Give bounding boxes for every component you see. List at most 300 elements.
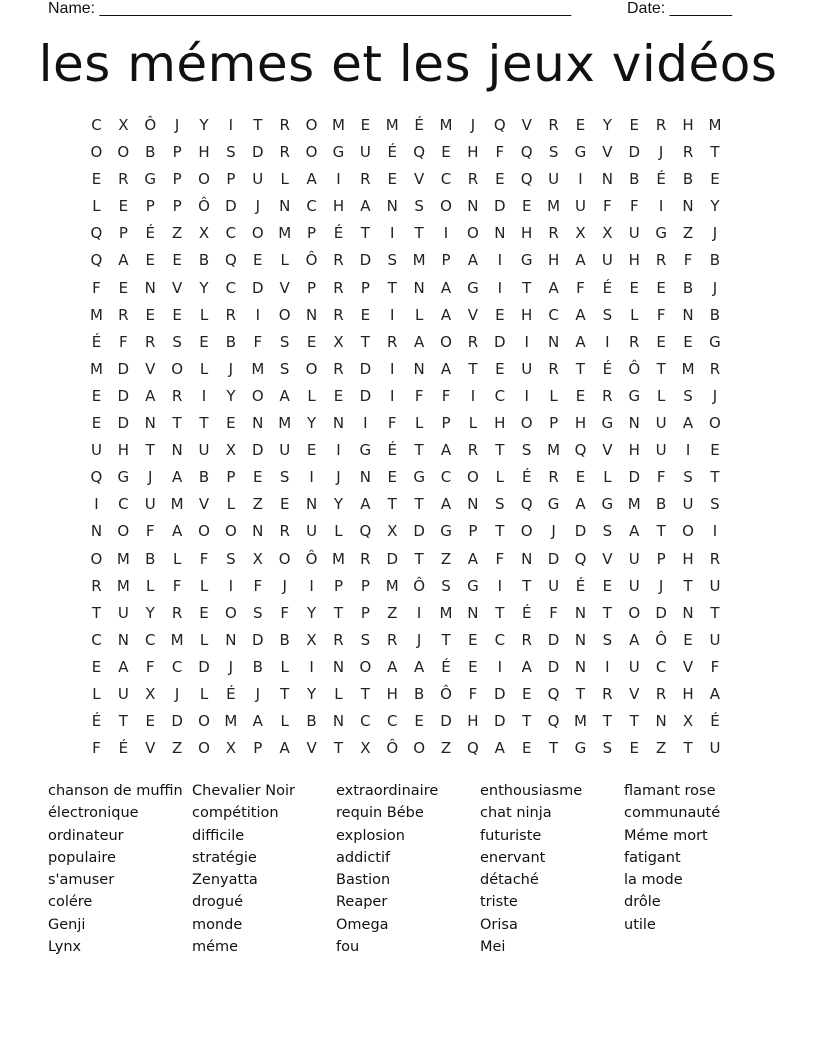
grid-cell: V — [467, 305, 479, 324]
word-list-item: ordinateur — [48, 827, 124, 844]
grid-cell: N — [359, 468, 371, 487]
grid-cell: P — [441, 414, 451, 433]
grid-row — [83, 220, 728, 247]
grid-cell: F — [253, 576, 263, 595]
grid-cell: T — [495, 441, 505, 460]
grid-cell: F — [441, 386, 451, 405]
grid-cell: T — [91, 603, 102, 622]
grid-cell: N — [332, 414, 345, 433]
grid-cell: P — [145, 197, 155, 216]
grid-cell: E — [199, 332, 209, 351]
grid-cell: D — [359, 359, 372, 378]
grid-cell: H — [467, 712, 479, 731]
word-list-item: Mei — [480, 939, 506, 956]
grid-cell: Y — [145, 603, 155, 622]
grid-cell: Ô — [198, 197, 210, 216]
grid-cell: E — [306, 441, 317, 460]
grid-row — [83, 708, 728, 735]
grid-cell: N — [144, 414, 156, 433]
grid-cell: V — [602, 549, 613, 568]
grid-cell: A — [171, 468, 183, 487]
grid-cell: R — [333, 305, 344, 324]
grid-cell: B — [682, 170, 694, 189]
grid-cell: U — [601, 251, 613, 270]
grid-cell: G — [413, 468, 425, 487]
grid-cell: L — [199, 630, 209, 649]
grid-cell: M — [278, 224, 292, 243]
grid-cell: J — [712, 224, 718, 243]
grid-cell: U — [252, 170, 264, 189]
grid-cell: A — [575, 495, 586, 514]
grid-cell: L — [199, 684, 209, 703]
grid-cell: C — [225, 278, 237, 297]
grid-cell: S — [226, 549, 236, 568]
grid-cell: D — [494, 684, 506, 703]
grid-cell: E — [279, 495, 290, 514]
grid-cell: C — [144, 630, 156, 649]
grid-cell: J — [255, 684, 260, 703]
grid-cell: S — [602, 630, 613, 649]
grid-row — [83, 193, 728, 220]
grid-cell: R — [467, 441, 479, 460]
grid-cell: F — [629, 197, 639, 216]
grid-cell: R — [709, 359, 721, 378]
grid-cell: J — [658, 576, 664, 595]
word-list — [48, 780, 768, 958]
grid-cell: P — [360, 278, 370, 297]
grid-cell: Q — [547, 684, 560, 703]
grid-cell: T — [683, 739, 693, 758]
grid-cell: E — [495, 170, 505, 189]
grid-cell: M — [331, 116, 345, 134]
grid-cell: Q — [574, 549, 587, 568]
grid-cell: I — [309, 576, 314, 595]
grid-cell: L — [280, 657, 289, 676]
grid-cell: D — [547, 657, 560, 676]
grid-cell: M — [170, 495, 184, 514]
grid-cell: J — [255, 197, 260, 216]
word-list-item: flamant rose — [624, 783, 716, 799]
grid-cell: F — [387, 414, 397, 433]
grid-cell: B — [656, 495, 667, 514]
grid-cell: U — [548, 170, 560, 189]
grid-cell: Q — [493, 116, 506, 134]
grid-cell: A — [440, 359, 452, 378]
grid-cell: Q — [413, 143, 426, 162]
grid-cell: R — [171, 603, 183, 622]
word-list-column — [336, 780, 480, 958]
grid-cell: S — [441, 576, 451, 595]
word-list-item: drogué — [192, 894, 244, 911]
grid-cell: H — [628, 251, 640, 270]
grid-cell: N — [467, 603, 479, 622]
grid-cell: C — [118, 495, 129, 514]
grid-cell: E — [683, 630, 693, 649]
grid-row — [83, 112, 728, 139]
grid-cell: H — [682, 549, 694, 568]
word-list-item: méme — [192, 939, 239, 956]
grid-cell: R — [521, 630, 532, 649]
grid-cell: U — [628, 576, 640, 595]
grid-row — [83, 600, 728, 627]
grid-cell: I — [416, 603, 422, 622]
grid-row — [83, 356, 728, 383]
grid-cell: F — [710, 657, 720, 676]
grid-row — [83, 735, 728, 762]
grid-cell: E — [91, 170, 102, 189]
grid-cell: P — [360, 603, 370, 622]
word-list-item: utile — [624, 916, 656, 933]
grid-cell: R — [333, 359, 344, 378]
grid-cell: T — [118, 712, 128, 731]
grid-cell: Q — [520, 143, 533, 162]
grid-cell: U — [709, 739, 721, 758]
grid-cell: É — [91, 712, 102, 731]
grid-cell: Z — [171, 224, 183, 243]
grid-cell: O — [305, 143, 318, 162]
grid-cell: F — [92, 739, 101, 758]
grid-cell: A — [494, 739, 505, 758]
grid-cell: T — [145, 441, 155, 460]
grid-cell: P — [172, 170, 182, 189]
grid-cell: D — [252, 441, 264, 460]
grid-cell: É — [602, 278, 613, 297]
grid-cell: O — [198, 170, 210, 189]
grid-cell: Z — [252, 495, 263, 514]
word-list-item: s'amuser — [48, 872, 115, 889]
grid-cell: E — [656, 278, 666, 297]
grid-cell: I — [363, 414, 368, 433]
grid-cell: R — [279, 143, 290, 162]
grid-cell: O — [251, 386, 264, 405]
grid-cell: Ô — [386, 739, 399, 758]
grid-cell: L — [146, 576, 155, 595]
word-list-item: colére — [48, 894, 93, 911]
grid-cell: X — [602, 224, 613, 243]
grid-cell: I — [390, 359, 395, 378]
grid-cell: A — [414, 657, 425, 676]
grid-cell: E — [145, 251, 155, 270]
grid-cell: S — [602, 522, 613, 541]
grid-cell: R — [467, 332, 479, 351]
grid-cell: B — [682, 278, 694, 297]
grid-cell: Y — [306, 414, 317, 433]
grid-cell: M — [89, 305, 103, 324]
grid-cell: B — [198, 251, 210, 270]
grid-cell: A — [521, 657, 532, 676]
grid-cell: É — [441, 657, 451, 676]
grid-cell: F — [656, 305, 666, 324]
grid-cell: E — [91, 657, 102, 676]
grid-cell: Q — [574, 441, 587, 460]
grid-row — [83, 247, 728, 274]
grid-cell: Q — [520, 495, 533, 514]
grid-cell: S — [521, 441, 532, 460]
grid-cell: R — [171, 386, 183, 405]
grid-cell: O — [224, 603, 237, 622]
grid-cell: T — [360, 684, 370, 703]
grid-cell: E — [118, 278, 129, 297]
grid-cell: S — [387, 251, 397, 270]
grid-cell: E — [387, 170, 397, 189]
grid-cell: M — [170, 630, 184, 649]
grid-cell: G — [655, 224, 667, 243]
grid-cell: A — [440, 495, 452, 514]
grid-cell: F — [683, 251, 693, 270]
grid-cell: I — [228, 116, 234, 134]
grid-cell: L — [307, 386, 316, 405]
word-list-item: fatigant — [624, 849, 681, 866]
grid-cell: E — [521, 197, 532, 216]
grid-cell: F — [495, 143, 505, 162]
grid-cell: L — [199, 576, 209, 595]
grid-cell: J — [228, 359, 234, 378]
grid-cell: R — [91, 576, 102, 595]
grid-cell: E — [683, 332, 693, 351]
grid-cell: R — [655, 251, 667, 270]
grid-cell: B — [252, 657, 263, 676]
grid-cell: I — [94, 495, 99, 514]
word-list-item: Orisa — [480, 916, 518, 933]
grid-cell: F — [172, 576, 182, 595]
grid-cell: O — [198, 522, 210, 541]
grid-cell: A — [467, 549, 479, 568]
grid-cell: R — [279, 116, 290, 134]
word-list-column — [192, 780, 336, 958]
grid-cell: É — [575, 576, 586, 595]
grid-cell: V — [198, 495, 210, 514]
grid-cell: E — [333, 386, 344, 405]
grid-cell: M — [385, 116, 399, 134]
grid-cell: O — [467, 468, 479, 487]
grid-cell: T — [333, 739, 344, 758]
grid-cell: D — [252, 630, 264, 649]
grid-cell: U — [709, 576, 721, 595]
grid-cell: A — [118, 657, 129, 676]
word-list-item: compétition — [192, 805, 279, 822]
grid-cell: M — [681, 359, 695, 378]
grid-cell: C — [306, 197, 317, 216]
grid-cell: R — [145, 332, 156, 351]
grid-cell: T — [629, 712, 639, 731]
grid-cell: A — [629, 630, 640, 649]
grid-cell: Q — [547, 712, 560, 731]
grid-cell: E — [387, 468, 397, 487]
word-list-item: électronique — [48, 805, 139, 822]
grid-cell: O — [224, 522, 237, 541]
grid-cell: H — [521, 305, 533, 324]
grid-cell: L — [414, 305, 424, 324]
grid-cell: E — [575, 116, 586, 134]
word-list-item: extraordinaire — [336, 783, 439, 799]
grid-cell: É — [387, 143, 397, 162]
grid-cell: S — [172, 332, 182, 351]
grid-cell: L — [468, 414, 478, 433]
grid-cell: X — [387, 522, 398, 541]
grid-cell: P — [226, 468, 236, 487]
grid-cell: S — [414, 197, 424, 216]
grid-cell: I — [255, 305, 260, 324]
grid-cell: F — [656, 468, 666, 487]
word-list-item: Zenyatta — [192, 872, 258, 889]
grid-cell: L — [656, 386, 666, 405]
grid-cell: V — [682, 657, 694, 676]
grid-cell: J — [416, 630, 422, 649]
grid-cell: H — [574, 414, 587, 433]
grid-cell: J — [174, 684, 180, 703]
grid-cell: I — [578, 170, 583, 189]
grid-cell: E — [575, 468, 586, 487]
grid-cell: D — [628, 468, 641, 487]
word-list-item: enervant — [480, 849, 546, 866]
grid-cell: Y — [226, 386, 236, 405]
grid-cell: T — [575, 359, 586, 378]
grid-cell: F — [495, 549, 505, 568]
grid-cell: N — [252, 522, 264, 541]
grid-row — [83, 139, 728, 166]
grid-cell: D — [117, 414, 130, 433]
grid-cell: I — [201, 386, 207, 405]
grid-cell: R — [333, 278, 344, 297]
grid-cell: L — [199, 305, 209, 324]
grid-cell: L — [495, 468, 504, 487]
grid-cell: É — [118, 739, 129, 758]
grid-cell: É — [333, 224, 344, 243]
grid-cell: H — [521, 224, 533, 243]
grid-cell: S — [683, 386, 693, 405]
grid-cell: D — [252, 143, 264, 162]
grid-cell: C — [225, 224, 237, 243]
word-list-item: triste — [480, 894, 518, 911]
grid-cell: Q — [224, 251, 237, 270]
grid-cell: A — [440, 278, 452, 297]
grid-cell: E — [468, 630, 478, 649]
word-list-column — [48, 780, 192, 958]
grid-cell: H — [117, 441, 129, 460]
grid-cell: P — [333, 576, 343, 595]
grid-cell: O — [359, 657, 372, 676]
grid-cell: A — [440, 441, 452, 460]
grid-row — [83, 518, 728, 545]
grid-cell: O — [305, 359, 318, 378]
grid-cell: R — [629, 332, 640, 351]
word-list-item: addictif — [336, 849, 391, 866]
grid-cell: G — [467, 576, 479, 595]
grid-cell: T — [495, 603, 505, 622]
grid-cell: E — [199, 603, 209, 622]
grid-cell: M — [439, 116, 453, 134]
grid-row — [83, 627, 728, 654]
word-list-item: chat ninja — [480, 805, 552, 822]
grid-cell: P — [172, 197, 182, 216]
grid-cell: É — [602, 359, 613, 378]
grid-cell: D — [359, 386, 372, 405]
grid-cell: R — [387, 630, 398, 649]
word-list-item: Chevalier Noir — [192, 783, 295, 799]
grid-cell: Q — [359, 522, 372, 541]
grid-cell: D — [225, 197, 237, 216]
grid-cell: A — [387, 657, 398, 676]
grid-cell: M — [412, 251, 426, 270]
grid-cell: N — [305, 495, 318, 514]
grid-cell: V — [414, 170, 425, 189]
grid-cell: T — [602, 603, 612, 622]
grid-cell: D — [574, 522, 587, 541]
grid-cell: U — [574, 197, 586, 216]
grid-cell: R — [548, 468, 559, 487]
grid-cell: T — [253, 116, 263, 134]
grid-cell: U — [628, 657, 640, 676]
grid-cell: A — [360, 495, 371, 514]
grid-cell: É — [145, 224, 155, 243]
grid-cell: D — [440, 712, 452, 731]
grid-cell: J — [228, 657, 234, 676]
grid-cell: É — [414, 116, 424, 134]
word-list-item: la mode — [624, 872, 683, 889]
grid-cell: G — [628, 386, 641, 405]
grid-cell: X — [333, 332, 344, 351]
grid-cell: G — [601, 414, 614, 433]
grid-cell: I — [336, 170, 341, 189]
grid-cell: A — [252, 712, 263, 731]
grid-cell: T — [656, 359, 666, 378]
grid-row — [83, 166, 728, 193]
grid-cell: C — [655, 657, 667, 676]
grid-cell: V — [145, 359, 156, 378]
grid-cell: N — [252, 414, 264, 433]
grid-cell: C — [494, 386, 506, 405]
grid-cell: T — [656, 522, 666, 541]
grid-cell: P — [226, 170, 236, 189]
grid-cell: Q — [90, 468, 103, 487]
grid-cell: B — [629, 170, 640, 189]
grid-cell: Ô — [144, 116, 157, 134]
grid-cell: O — [251, 224, 264, 243]
grid-cell: O — [440, 197, 452, 216]
grid-cell: T — [710, 143, 720, 162]
grid-cell: P — [172, 143, 182, 162]
grid-row — [83, 302, 728, 329]
grid-cell: N — [547, 332, 560, 351]
grid-cell: I — [497, 576, 503, 595]
grid-cell: Ô — [655, 630, 668, 649]
grid-cell: C — [494, 630, 506, 649]
grid-cell: Y — [199, 116, 209, 134]
grid-cell: N — [413, 359, 425, 378]
word-list-item: stratégie — [192, 849, 257, 866]
grid-cell: C — [548, 305, 559, 324]
grid-cell: I — [524, 386, 529, 405]
grid-cell: U — [117, 684, 129, 703]
grid-cell: O — [520, 522, 533, 541]
grid-cell: E — [629, 278, 639, 297]
grid-cell: L — [630, 305, 639, 324]
grid-cell: G — [144, 170, 157, 189]
grid-cell: U — [117, 603, 129, 622]
grid-cell: E — [602, 576, 613, 595]
grid-cell: N — [601, 170, 613, 189]
grid-cell: Z — [387, 603, 398, 622]
grid-cell: C — [91, 630, 102, 649]
grid-cell: S — [226, 143, 236, 162]
grid-cell: E — [253, 468, 263, 487]
grid-cell: P — [307, 278, 317, 297]
grid-cell: B — [198, 468, 210, 487]
word-list-item: populaire — [48, 849, 116, 866]
grid-cell: L — [92, 684, 101, 703]
grid-cell: D — [628, 143, 641, 162]
grid-cell: J — [712, 278, 718, 297]
